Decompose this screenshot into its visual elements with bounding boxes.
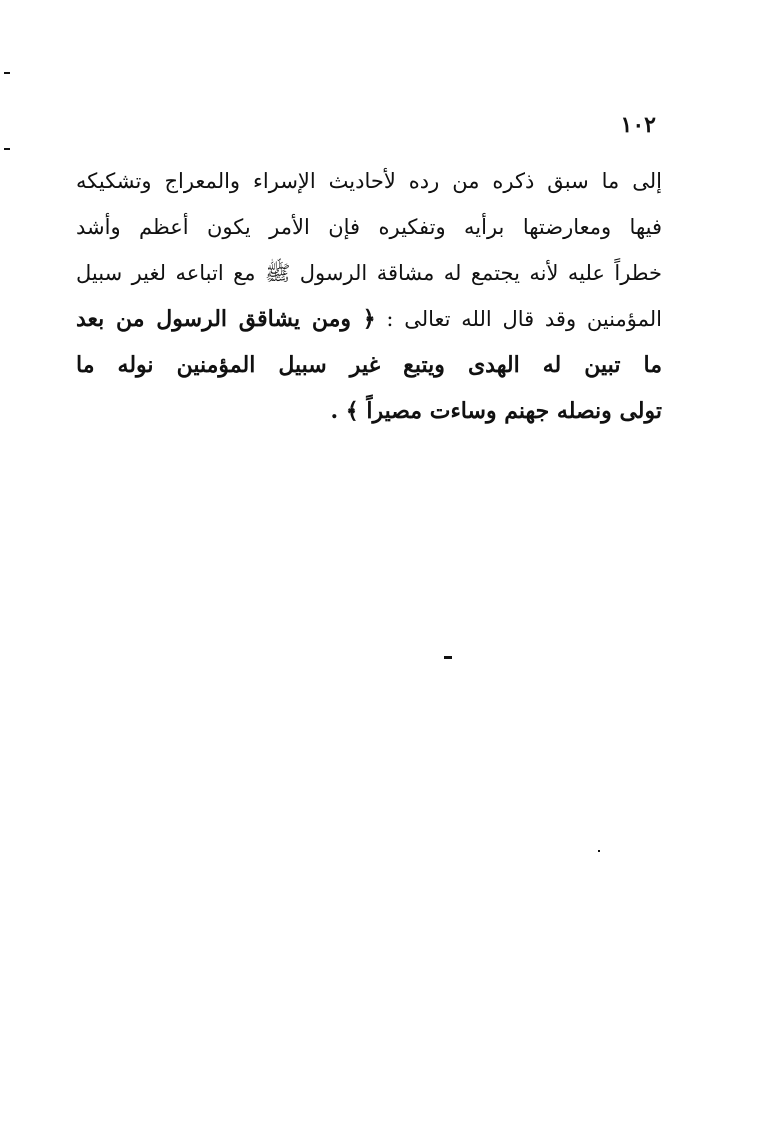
scan-speck — [444, 656, 452, 659]
quran-quote-line-2: ما تبين له الهدى ويتبع غير سبيل المؤمنين نوله ما — [76, 352, 662, 378]
scan-speck — [4, 72, 10, 74]
scan-speck — [4, 148, 10, 150]
text-line-3: خطراً عليه لأنه يجتمع له مشاقة الرسول ﷺ مع اتباعه لغير سبيل — [76, 261, 662, 285]
text-line-4-intro: المؤمنين وقد قال الله تعالى : — [386, 307, 662, 331]
text-line-1: إلى ما سبق ذكره من رده لأحاديث الإسراء والمعراج وتشكيكه — [76, 169, 662, 193]
quran-quote-start: ﴿ ومن يشاقق الرسول من بعد — [76, 306, 376, 332]
quran-quote-line-3: تولى ونصله جهنم وساءت مصيراً ﴾ . — [330, 398, 662, 424]
scan-speck — [598, 850, 600, 852]
text-line-2: فيها ومعارضتها برأيه وتفكيره فإن الأمر يكون أعظم وأشد — [76, 215, 662, 239]
body-text — [76, 158, 662, 434]
page-number: ١٠٢ — [620, 112, 656, 138]
text-line-4 — [76, 296, 662, 342]
